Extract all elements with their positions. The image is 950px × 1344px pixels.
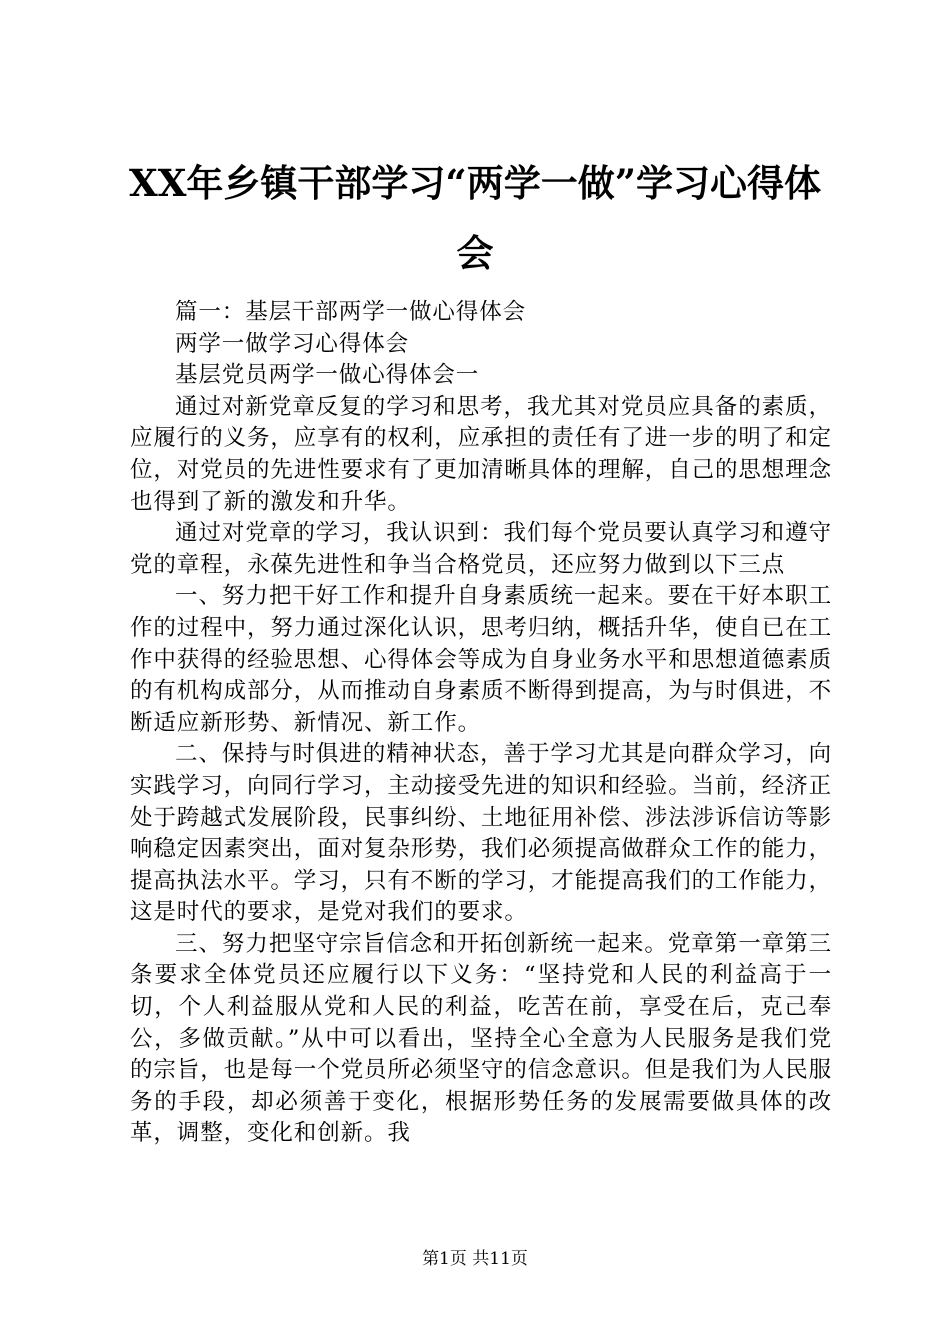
paragraph-subheading-2: 基层党员两学一做心得体会一 bbox=[175, 362, 480, 389]
paragraph: 通过对新党章反复的学习和思考，我尤其对党员应具备的素质，应履行的义务，应享有的权利，应承担的责任有了进一步的明了和定位，对党员的先进性要求有了更加清晰具体的理解，自己的思想理念也得到了新的激发和升华。 bbox=[130, 393, 833, 515]
document-body bbox=[130, 297, 832, 1150]
title-line-2: 会 bbox=[456, 231, 494, 275]
paragraph-heading-part1: 篇一：基层干部两学一做心得体会 bbox=[175, 299, 527, 325]
document-title bbox=[120, 148, 830, 288]
page-number-footer: 第1页 共11页 bbox=[422, 1249, 528, 1269]
paragraph: 一、努力把干好工作和提升自身素质统一起来。要在干好本职工作的过程中，努力通过深化认识，思考归纳，概括升华，使自已在工作中获得的经验思想、心得体会等成为自身业务水平和思想道德素质的有机构成部分，从而推动自身素质不断得到提高，为与时俱进，不断适应新形势、新情况、新工作。 bbox=[130, 583, 833, 736]
title-line-1: XX年乡镇干部学习“两学一做”学习心得体 bbox=[129, 161, 821, 205]
paragraph-subheading: 两学一做学习心得体会 bbox=[175, 330, 410, 357]
paragraph: 三、努力把坚守宗旨信念和开拓创新统一起来。党章第一章第三条要求全体党员还应履行以下义务：“坚持党和人民的利益高于一切，个人利益服从党和人民的利益，吃苦在前，享受在后，克己奉公，多做贡献。”从中可以看出，坚持全心全意为人民服务是我们党的宗旨，也是每一个党员所必须坚守的信念意识。但是我们为人民服务的手段，却必须善于变化，根据形势任务的发展需要做具体的改革，调整，变化和创新。我 bbox=[130, 930, 833, 1147]
paragraph: 通过对党章的学习，我认识到：我们每个党员要认真学习和遵守党的章程，永葆先进性和争当合格党员，还应努力做到以下三点 bbox=[130, 520, 832, 578]
paragraph: 二、保持与时俱进的精神状态，善于学习尤其是向群众学习，向实践学习，向同行学习，主动接受先进的知识和经验。当前，经济正处于跨越式发展阶段，民事纠纷、土地征用补偿、涉法涉诉信访等影响稳定因素突出，面对复杂形势，我们必须提高做群众工作的能力，提高执法水平。学习，只有不断的学习，才能提高我们的工作能力，这是时代的要求，是党对我们的要求。 bbox=[130, 741, 833, 926]
